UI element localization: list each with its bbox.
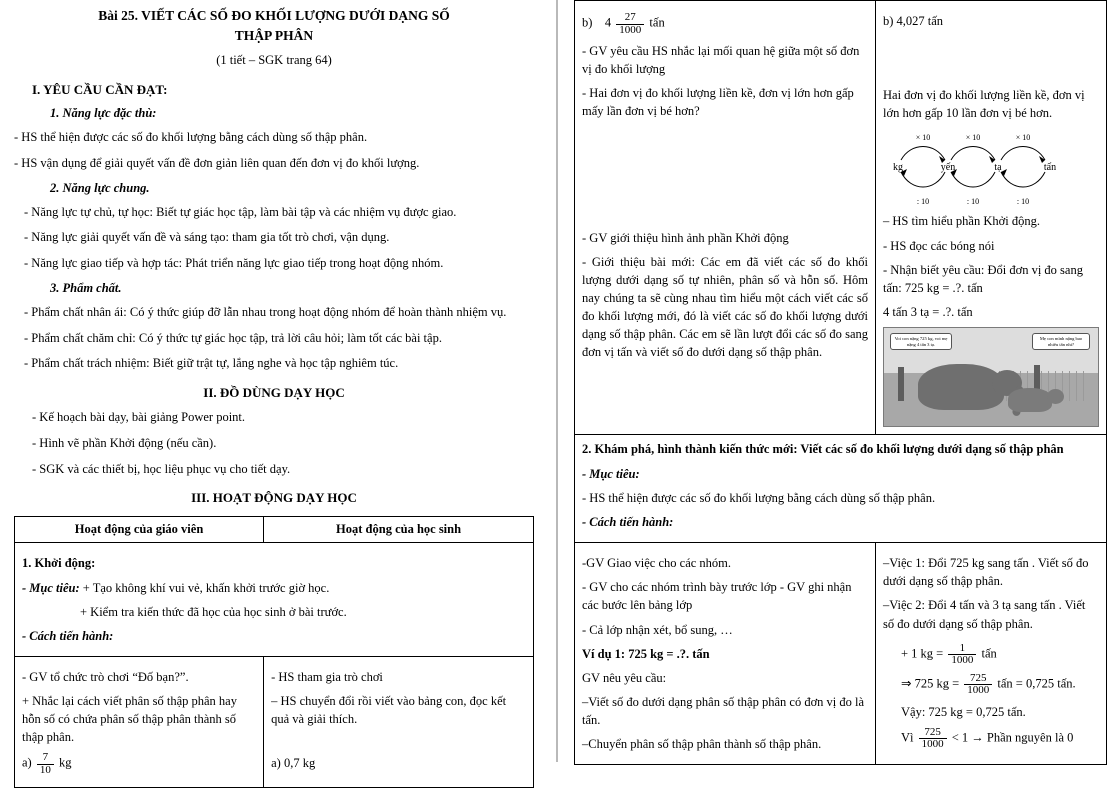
svg-text:tấn: tấn — [1043, 162, 1057, 174]
right-activities-table — [574, 0, 1107, 765]
table-row — [575, 435, 1107, 543]
student-answer-a: a) 0,7 kg — [271, 756, 316, 771]
teacher-r1-line-1: - GV yêu cầu HS nhắc lại mối quan hệ giữa một số đơn vị đo khối lượng — [582, 44, 860, 77]
student-r2-task-2: –Việc 2: Đổi 4 tấn và 3 tạ sang tấn . Viết số đo dưới dạng số thập phân. — [883, 598, 1086, 631]
fraction-725-1000-b — [919, 727, 947, 751]
example-b-teacher — [582, 12, 868, 36]
col-header-student: Hoạt động của học sinh — [264, 517, 534, 543]
speech-bubble-left: Voi con nặng 725 kg, voi mẹ nặng 4 tấn 3 tạ. — [890, 333, 952, 350]
warmup-objective-line-2: + Kiểm tra kiến thức đã học của học sinh ở bài trước. — [80, 604, 347, 619]
svg-text:× 10: × 10 — [965, 133, 981, 143]
baby-elephant-head — [1047, 389, 1064, 404]
svg-text:× 10: × 10 — [1015, 133, 1031, 143]
example-b-label: b) — [582, 15, 593, 30]
table-row — [575, 1, 1107, 435]
fraction-denominator: 1000 — [964, 684, 992, 697]
svg-text:kg: kg — [893, 162, 903, 174]
section-2-heading: II. ĐỒ DÙNG DẠY HỌC — [203, 385, 345, 401]
teacher-r2-line-5: –Viết số đo dưới dạng phân số thập phân có đơn vị đo là tấn. — [582, 694, 865, 727]
teacher-r2-line-6: –Chuyển phân số thập phân thành số thập phân. — [582, 737, 822, 752]
section-2-cell — [575, 435, 1107, 543]
chain-svg — [885, 132, 1097, 206]
teacher-r2-line-1: -GV Giao việc cho các nhóm. — [582, 556, 732, 571]
s1-bullet-1: - HS thể hiện được các số đo khối lượng bằng cách dùng số thập phân. — [14, 130, 368, 145]
fraction-denominator: 1000 — [616, 24, 644, 37]
calc-line-2-pre: ⇒ 725 kg = — [901, 676, 960, 691]
warmup-title: 1. Khởi động: — [22, 556, 96, 571]
fraction-numerator: 1 — [959, 641, 966, 654]
s1-bullet-2: - HS vận dụng để giải quyết vấn đề đơn giản liên quan đến đơn vị đo khối lượng. — [14, 155, 420, 170]
activities-table — [14, 516, 534, 788]
teacher-activity-cell-2 — [575, 1, 876, 435]
fraction-denominator: 1000 — [919, 738, 947, 751]
fraction-1-1000 — [948, 643, 976, 667]
calc-line-1-pre: + 1 kg = — [901, 646, 944, 661]
teacher-r2-line-4: GV nêu yêu cầu: — [582, 670, 667, 685]
example-1-statement: Ví dụ 1: 725 kg = .?. tấn — [582, 646, 710, 661]
table-row — [575, 543, 1107, 765]
student-r2-task-1: –Việc 1: Đổi 725 kg sang tấn . Viết số đo dưới dạng số thập phân. — [883, 556, 1089, 589]
section-2-muc-tieu-text: - HS thể hiện được các số đo khối lượng bằng cách dùng số thập phân. — [582, 490, 936, 505]
lesson-title-line2: THẬP PHÂN — [234, 27, 314, 43]
fraction-numerator: 725 — [924, 725, 941, 738]
calc-line-2 — [901, 673, 1099, 697]
svg-text:: 10: : 10 — [916, 197, 930, 207]
section-1-heading: I. YÊU CẦU CẦN ĐẠT: — [32, 82, 168, 98]
example-a-label: a) — [22, 755, 32, 770]
fraction-27-1000 — [616, 12, 644, 36]
svg-text:tạ: tạ — [994, 162, 1002, 174]
student-line-2: – HS chuyển đổi rồi viết vào bảng con, đọc kết quả và giải thích. — [271, 694, 507, 727]
fraction-numerator: 27 — [624, 11, 636, 23]
fraction-numerator: 7 — [42, 751, 49, 764]
fraction-725-1000 — [964, 673, 992, 697]
teacher-r1-line-3: - GV giới thiệu hình ảnh phần Khởi động — [582, 230, 789, 245]
mixed-integer: 4 — [604, 15, 612, 30]
fraction-denominator: 10 — [37, 764, 54, 777]
teacher-example-a — [22, 752, 256, 776]
section-2-title: 2. Khám phá, hình thành kiến thức mới: Viết các số đo khối lượng dưới dạng số thập phân — [582, 442, 1064, 456]
unit-conversion-chain-diagram — [885, 132, 1097, 206]
example-b-unit: tấn — [649, 15, 665, 30]
student-answer-b: b) 4,027 tấn — [883, 14, 944, 28]
s1-bullet-4: - Năng lực giải quyết vấn đề và sáng tạo: tham gia tốt trò chơi, vận dụng. — [24, 230, 390, 245]
fraction-numerator: 725 — [970, 671, 987, 684]
table-row — [15, 543, 534, 657]
s2-bullet-3: - SGK và các thiết bị, học liệu phục vụ cho tiết dạy. — [32, 461, 291, 476]
section-1-sub-3: 3. Phẩm chất. — [50, 280, 122, 295]
calc-line-4-pre: Vì — [901, 730, 914, 745]
cach-tien-hanh-label: - Cách tiến hành: — [22, 628, 114, 643]
muc-tieu-label: - Mục tiêu: — [22, 580, 80, 595]
muc-tieu-text: + Tạo không khí vui vẻ, khấn khởi trước giờ học. — [79, 580, 330, 595]
calc-line-3: Vậy: 725 kg = 0,725 tấn. — [901, 704, 1026, 719]
student-activity-cell — [264, 656, 534, 788]
calc-line-4-post: < 1 → Phần nguyên là 0 — [951, 730, 1074, 745]
student-activity-cell-3 — [876, 543, 1107, 765]
fraction-denominator: 1000 — [948, 654, 976, 667]
student-line-1: - HS tham gia trò chơi — [271, 669, 383, 684]
student-activity-cell-2 — [876, 1, 1107, 435]
section-1-sub-2: 2. Năng lực chung. — [50, 180, 150, 195]
calc-line-4 — [901, 727, 1099, 751]
calc-line-1-post: tấn — [981, 646, 997, 661]
lesson-title — [14, 6, 534, 45]
page-divider — [548, 0, 568, 762]
table-row — [15, 656, 534, 788]
section-2-muc-tieu-label: - Mục tiêu: — [582, 466, 640, 481]
baby-elephant — [1008, 388, 1052, 412]
teacher-line-2: + Nhắc lại cách viết phân số thập phân hay hỗn số có chứa phân số thập phân thành số thập phân. — [22, 694, 237, 745]
example-a-unit: kg — [58, 755, 72, 770]
section-2-cach-tien-hanh-label: - Cách tiến hành: — [582, 515, 674, 529]
student-r1-line-1: Hai đơn vị đo khối lượng liền kề, đơn vị lớn hơn gấp 10 lần đơn vị bé hơn. — [883, 88, 1085, 121]
svg-text:: 10: : 10 — [966, 197, 980, 207]
s2-bullet-1: - Kế hoạch bài dạy, bài giảng Power point. — [32, 410, 246, 425]
illustration-tree — [898, 367, 904, 401]
s1-bullet-8: - Phẩm chất trách nhiệm: Biết giữ trật tự, lắng nghe và học tập nghiêm túc. — [24, 356, 399, 371]
s1-bullet-6: - Phẩm chất nhân ái: Có ý thức giúp đỡ lẫn nhau trong hoạt động nhóm để hoàn thành nhiệm vụ. — [24, 304, 507, 319]
student-r1-line-3: - HS đọc các bóng nói — [883, 238, 995, 253]
mother-elephant — [918, 364, 1004, 410]
teacher-line-1: - GV tổ chức trò chơi “Đố bạn?”. — [22, 669, 189, 684]
svg-text:: 10: : 10 — [1016, 197, 1030, 207]
spacer — [582, 127, 868, 223]
calc-line-1 — [901, 643, 1099, 667]
speech-bubble-right: Mẹ con mình nặng bao nhiêu tấn nhỉ? — [1032, 333, 1090, 350]
teacher-activity-cell-3 — [575, 543, 876, 765]
section-1-sub-1: 1. Năng lực đặc thù: — [50, 106, 157, 121]
table-header-row — [15, 517, 534, 543]
teacher-activity-cell — [15, 656, 264, 788]
teacher-r2-line-2: - GV cho các nhóm trình bày trước lớp - GV ghi nhận các bước lên bảng lớp — [582, 580, 852, 613]
student-r1-line-2: – HS tìm hiểu phần Khởi động. — [883, 214, 1040, 229]
warmup-objective-line — [22, 579, 526, 597]
warmup-objective-cell — [15, 543, 534, 657]
svg-text:yến: yến — [940, 162, 956, 174]
elephant-illustration — [883, 327, 1099, 427]
col-header-teacher: Hoạt động của giáo viên — [15, 517, 264, 543]
left-page-column — [0, 0, 548, 776]
right-page-column — [568, 0, 1117, 762]
s2-bullet-2: - Hình vẽ phần Khởi động (nếu cần). — [32, 435, 217, 450]
spacer — [883, 36, 1099, 80]
svg-text:× 10: × 10 — [915, 133, 931, 143]
section-3-heading: III. HOẠT ĐỘNG DẠY HỌC — [191, 490, 357, 506]
teacher-r1-line-4: - Giới thiệu bài mới: Các em đã viết các số đo khối lượng dưới dạng số tự nhiên, phân số và hỗn số. Hôm nay chúng ta sẽ cùng nhau tìm hiểu một cách viết các số đo khối lượng mới, đó là viết các số đo khối lượng dưới dạng số thập phân. Các em sẽ lần lượt đổi các số đo sang đơn vị tấn và viết số đo dưới dạng số thập phân. — [582, 254, 868, 360]
teacher-r1-line-2: - Hai đơn vị đo khối lượng liền kề, đơn vị lớn hơn gấp mấy lần đơn vị bé hơn? — [582, 86, 854, 119]
student-r1-line-4: - Nhận biết yêu cầu: Đổi đơn vị đo sang tấn: 725 kg = .?. tấn — [883, 262, 1083, 295]
student-r1-line-5: 4 tấn 3 tạ = .?. tấn — [883, 304, 973, 319]
mixed-number-4-27-1000 — [605, 12, 646, 36]
fraction-7-10 — [37, 752, 54, 776]
s1-bullet-5: - Năng lực giao tiếp và hợp tác: Phát triển năng lực giao tiếp trong hoạt động nhóm. — [24, 256, 444, 271]
calc-line-2-post: tấn = 0,725 tấn. — [997, 676, 1076, 691]
lesson-title-line1: Bài 25. VIẾT CÁC SỐ ĐO KHỐI LƯỢNG DƯỚI DẠNG SỐ — [98, 8, 450, 23]
teacher-r2-line-3: - Cả lớp nhận xét, bổ sung, … — [582, 622, 733, 637]
lesson-subtitle: (1 tiết – SGK trang 64) — [216, 53, 332, 68]
s1-bullet-7: - Phẩm chất chăm chỉ: Có ý thức tự giác học tập, trả lời câu hỏi; làm tốt các bài tập. — [24, 330, 442, 345]
calculation-block — [901, 643, 1099, 751]
s1-bullet-3: - Năng lực tự chủ, tự học: Biết tự giác học tập, làm bài tập và các nhiệm vụ được giao. — [24, 204, 457, 219]
